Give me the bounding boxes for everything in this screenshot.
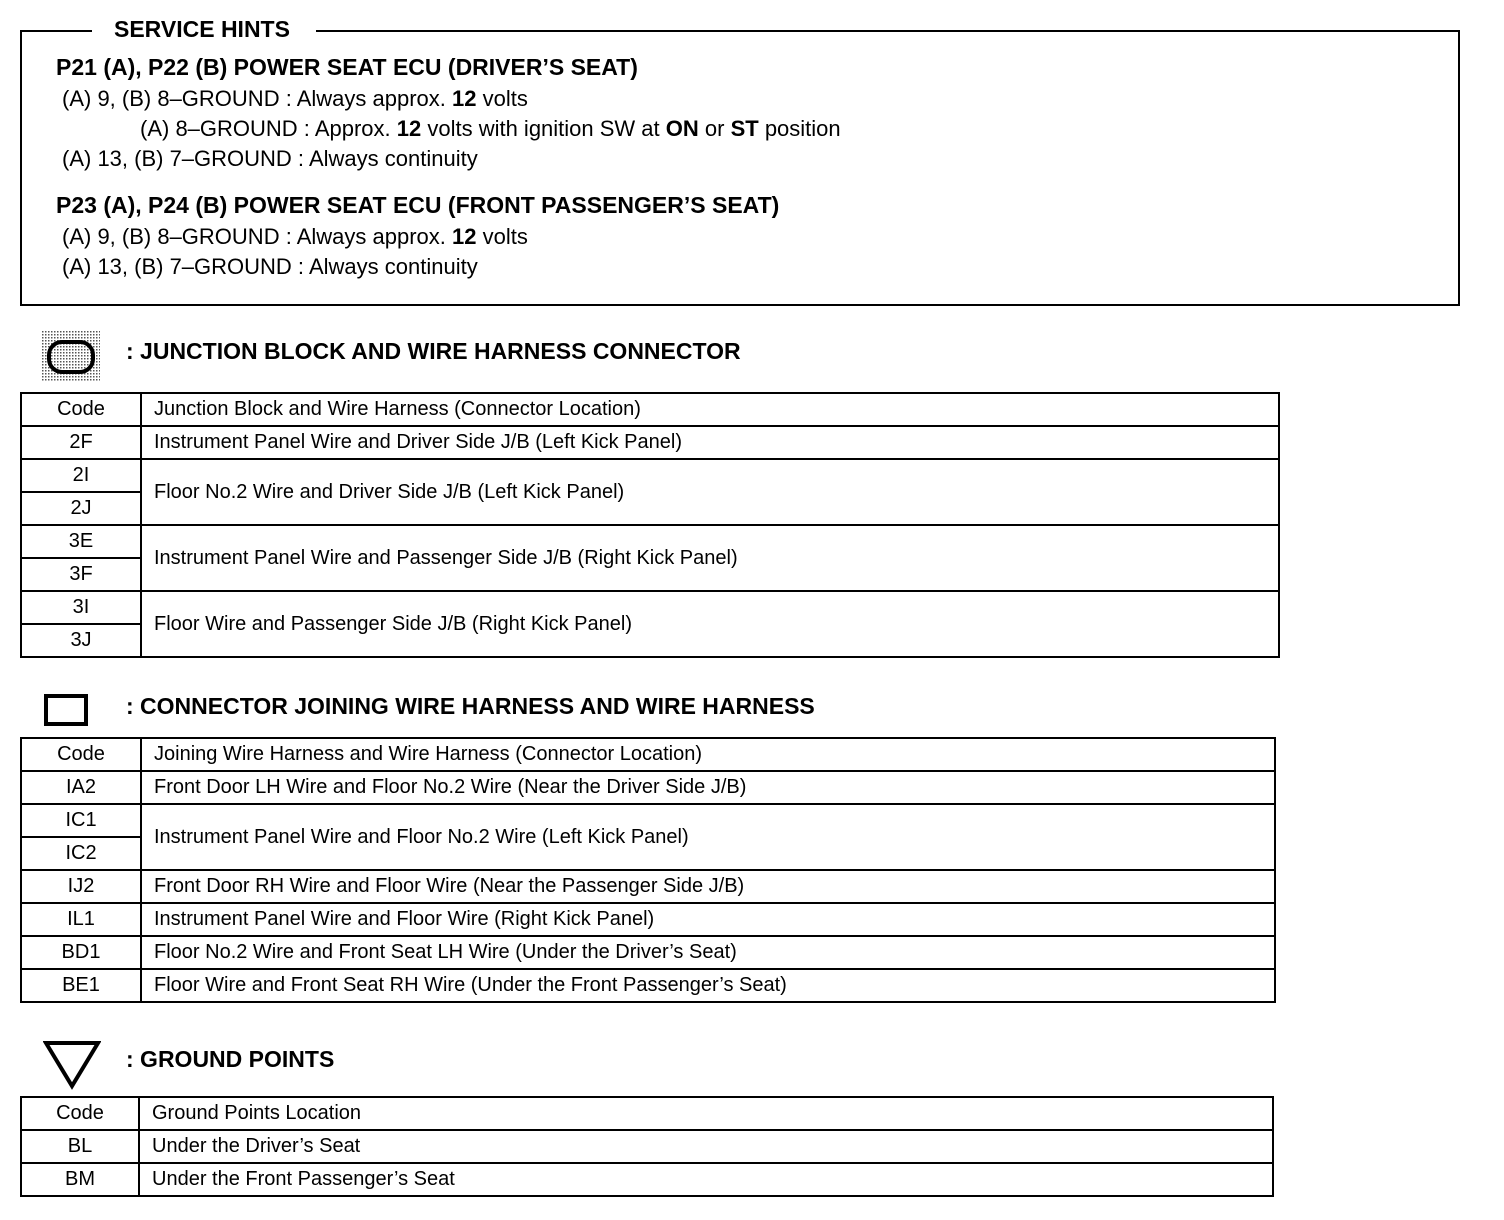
connector-joining-legend: : CONNECTOR JOINING WIRE HARNESS AND WIRE HARNESS [126,693,815,719]
connector-joining-table [20,737,1276,1003]
hint-value: ON [665,116,699,141]
passenger-seat-ecu-heading: P23 (A), P24 (B) POWER SEAT ECU (FRONT PASSENGER’S SEAT) [56,192,780,218]
code-cell: 3F [21,558,141,591]
description-header: Joining Wire Harness and Wire Harness (Connector Location) [141,738,1275,771]
code-cell: BL [21,1130,139,1163]
hint-line [62,254,478,280]
description-cell: Floor No.2 Wire and Front Seat LH Wire (Under the Driver’s Seat) [141,936,1275,969]
table-row [21,771,1275,804]
hint-text: Always approx. [296,224,453,249]
hint-value: ST [730,116,759,141]
description-cell: Instrument Panel Wire and Passenger Side J/B (Right Kick Panel) [141,525,1279,591]
description-cell: Floor Wire and Front Seat RH Wire (Under the Front Passenger’s Seat) [141,969,1275,1002]
description-cell: Instrument Panel Wire and Floor No.2 Wire (Left Kick Panel) [141,804,1275,870]
code-cell: IL1 [21,903,141,936]
description-cell: Front Door LH Wire and Floor No.2 Wire (Near the Driver Side J/B) [141,771,1275,804]
table-row [21,804,1275,837]
driver-seat-ecu-heading: P21 (A), P22 (B) POWER SEAT ECU (DRIVER’S SEAT) [56,54,638,80]
triangle-down-icon [43,1040,101,1090]
junction-block-legend: : JUNCTION BLOCK AND WIRE HARNESS CONNECTOR [126,338,741,364]
table-row [21,525,1279,558]
hint-line [62,86,528,112]
code-cell: IA2 [21,771,141,804]
hint-value: 12 [452,224,477,249]
hint-terminal: (A) 13, (B) 7–GROUND : [62,146,309,171]
description-cell: Front Door RH Wire and Floor Wire (Near the Passenger Side J/B) [141,870,1275,903]
hint-text: volts [476,224,528,249]
table-header-row [21,1097,1273,1130]
junction-block-table [20,392,1280,658]
description-header: Ground Points Location [139,1097,1273,1130]
hint-value: 12 [396,116,422,141]
code-cell: 3I [21,591,141,624]
hint-terminal: (A) 8–GROUND : [140,116,315,141]
hint-line [140,116,841,142]
code-cell: IC2 [21,837,141,870]
hint-text: volts with ignition SW at [421,116,666,141]
table-row [21,870,1275,903]
description-cell: Instrument Panel Wire and Driver Side J/B (Left Kick Panel) [141,426,1279,459]
table-row [21,903,1275,936]
hint-text: Always approx. [296,86,453,111]
code-cell: IC1 [21,804,141,837]
hint-text: Always continuity [308,254,478,279]
description-cell: Instrument Panel Wire and Floor Wire (Right Kick Panel) [141,903,1275,936]
code-cell: IJ2 [21,870,141,903]
description-cell: Floor No.2 Wire and Driver Side J/B (Left Kick Panel) [141,459,1279,525]
table-row [21,1130,1273,1163]
code-cell: BE1 [21,969,141,1002]
hint-text: volts [476,86,528,111]
hint-terminal: (A) 9, (B) 8–GROUND : [62,224,297,249]
code-cell: 3E [21,525,141,558]
table-header-row [21,738,1275,771]
hint-text: Approx. [314,116,397,141]
table-row [21,969,1275,1002]
hint-terminal: (A) 9, (B) 8–GROUND : [62,86,297,111]
code-cell: BD1 [21,936,141,969]
rounded-rect-dotted-icon [42,331,100,381]
code-cell: BM [21,1163,139,1196]
hint-text: or [698,116,731,141]
hint-line [62,224,528,250]
table-row [21,459,1279,492]
hint-text: Always continuity [308,146,478,171]
code-header: Code [21,393,141,426]
service-hints-title: SERVICE HINTS [92,16,316,42]
code-header: Code [21,1097,139,1130]
hint-text: position [758,116,841,141]
code-header: Code [21,738,141,771]
rectangle-icon [44,694,88,726]
code-cell: 2F [21,426,141,459]
table-header-row [21,393,1279,426]
code-cell: 2J [21,492,141,525]
description-cell: Under the Driver’s Seat [139,1130,1273,1163]
ground-points-legend: : GROUND POINTS [126,1046,335,1072]
table-row [21,936,1275,969]
description-cell: Floor Wire and Passenger Side J/B (Right Kick Panel) [141,591,1279,657]
hint-line [62,146,478,172]
table-row [21,591,1279,624]
description-header: Junction Block and Wire Harness (Connector Location) [141,393,1279,426]
hint-value: 12 [452,86,477,111]
table-row [21,1163,1273,1196]
table-row [21,426,1279,459]
description-cell: Under the Front Passenger’s Seat [139,1163,1273,1196]
code-cell: 2I [21,459,141,492]
hint-terminal: (A) 13, (B) 7–GROUND : [62,254,309,279]
code-cell: 3J [21,624,141,657]
ground-points-table [20,1096,1274,1197]
